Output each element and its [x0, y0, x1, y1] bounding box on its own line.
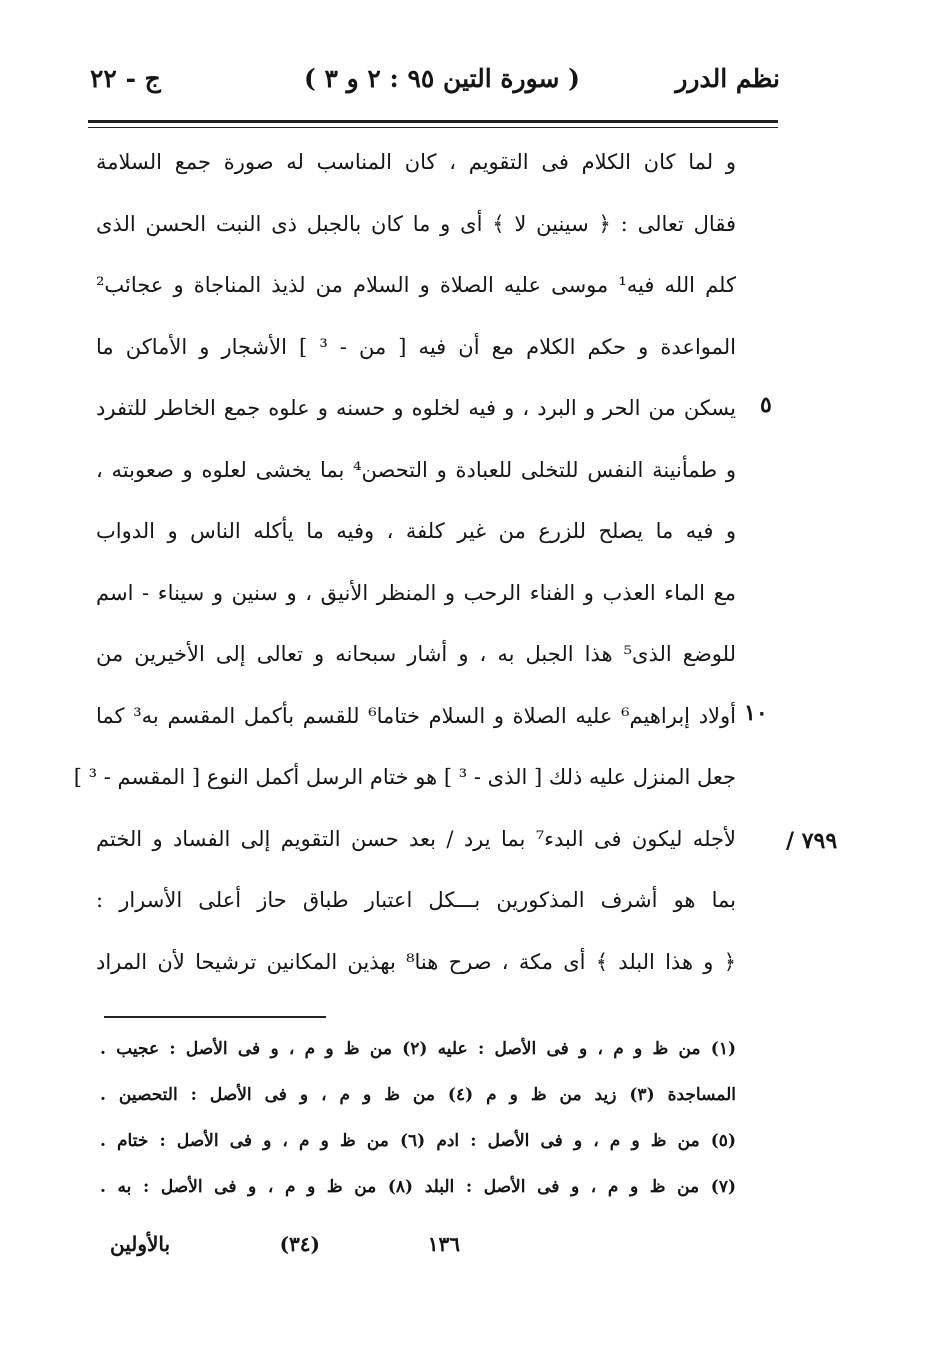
text-line: ﴿ و هذا البلد ﴾ أى مكة ، صرح هنا⁸ بهذين المكانين ترشيحا لأن المراد [96, 949, 736, 974]
manuscript-page-marker: ٧٩٩ / [786, 828, 838, 854]
text-line: للوضع الذى⁵ هذا الجبل به ، و أشار سبحانه و تعالى إلى الأخيرين من [96, 642, 737, 666]
text-line: فقال تعالى : ﴿ سينين لا ﴾ أى و ما كان بالجبل ذى النبت الحسن الذى [96, 211, 736, 236]
book-title: نظم الدرر [675, 64, 780, 93]
catchword: بالأولين [110, 1232, 171, 1256]
footnote-line: (٧) من ظ و م ، و فى الأصل : البلد (٨) من ظ و م ، و فى الأصل : به . [100, 1177, 736, 1197]
page-number: ١٣٦ [427, 1232, 460, 1256]
text-line: و فيه ما يصلح للزرع من غير كلفة ، وفيه ما يأكله الناس و الدواب [96, 519, 736, 543]
text-line: أولاد إبراهيم⁶ عليه الصلاة و السلام ختاما⁶ للقسم بأكمل المقسم به³ كما [96, 703, 737, 728]
page-footer [100, 1232, 740, 1268]
footnote-line: (١) من ظ و م ، و فى الأصل : عليه (٢) من ظ و م ، و فى الأصل : عجيب . [100, 1039, 736, 1059]
text-line: و طمأنينة النفس للتخلى للعبادة و التحصن⁴ بما يخشى لعلوه و صعوبته ، [96, 457, 737, 482]
header-rule-thin [88, 127, 778, 128]
text-line: جعل المنزل عليه ذلك [ الذى - ³ ] هو ختام الرسل أكمل النوع [ المقسم - ³ ] [73, 765, 736, 789]
line-number-10: ١٠ [744, 700, 768, 726]
header-rule-thick [88, 120, 778, 123]
footnotes [100, 1026, 736, 1210]
line-number-5: ٥ [760, 392, 772, 418]
text-line: كلم الله فيه¹ موسى عليه الصلاة و السلام من لذيذ المناجاة و عجائب² [96, 273, 737, 297]
text-line: لأجله ليكون فى البدء⁷ بما يرد / بعد حسن التقويم إلى الفساد و الختم [96, 826, 736, 851]
footnote-rule [104, 1016, 326, 1018]
text-line: مع الماء العذب و الفناء الرحب و المنظر الأنيق ، و سنين و سيناء - اسم [96, 580, 736, 605]
running-header [90, 64, 780, 104]
footnote-line: المساجدة (٣) زيد من ظ و م (٤) من ظ و م ، و فى الأصل : التحصين . [100, 1085, 736, 1105]
volume-number: ج - ٢٢ [90, 64, 161, 93]
text-line: و لما كان الكلام فى التقويم ، كان المناسب له صورة جمع السلامة [96, 150, 736, 174]
text-line: بما هو أشرف المذكورين بـــكل اعتبار طباق حاز أعلى الأسرار : [96, 888, 736, 912]
text-line: يسكن من الحر و البرد ، و فيه لخلوه و حسنه و علوه جمع الخاطر للتفرد [96, 396, 736, 420]
surah-reference: ( سورة التين ٩٥ : ٢ و ٣ ) [303, 64, 580, 93]
signature-mark: (٣٤) [279, 1232, 320, 1256]
main-text [73, 132, 737, 993]
footnote-line: (٥) من ظ و م ، و فى الأصل : ادم (٦) من ظ و م ، و فى الأصل : ختام . [100, 1131, 736, 1151]
text-line: المواعدة و حكم الكلام مع أن فيه [ من - ³ ] الأشجار و الأماكن ما [96, 334, 736, 359]
